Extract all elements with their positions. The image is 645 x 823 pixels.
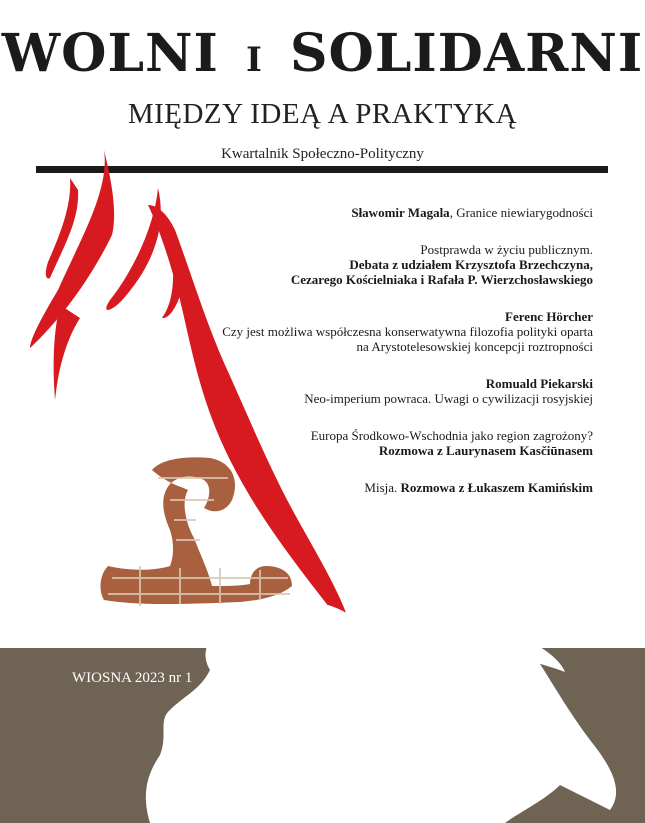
toc-title: Misja. xyxy=(364,480,401,495)
title-conjunction: I xyxy=(245,40,263,80)
toc-author: Sławomir Magala xyxy=(351,205,450,220)
toc-entry xyxy=(173,428,593,458)
toc-entry xyxy=(173,309,593,354)
toc-title: Czy jest możliwa współczesna konserwatywna filozofia polityki oparta xyxy=(222,324,593,339)
toc-title: , Granice niewiarygodności xyxy=(449,205,593,220)
white-eagle-silhouette-icon xyxy=(146,600,616,823)
toc-title: Postprawda w życiu publicznym. xyxy=(420,242,593,257)
table-of-contents xyxy=(173,205,593,517)
toc-author: Ferenc Hörcher xyxy=(505,309,593,324)
issue-label: WIOSNA 2023 nr 1 xyxy=(72,670,193,686)
toc-title: Europa Środkowo-Wschodnia jako region zagrożony? xyxy=(310,428,593,443)
toc-entry xyxy=(173,480,593,495)
toc-title: Neo-imperium powraca. Uwagi o cywilizacji rosyjskiej xyxy=(304,391,593,406)
toc-participants: Cezarego Kościelniaka i Rafała P. Wierzchosławskiego xyxy=(290,272,593,287)
toc-entry xyxy=(173,205,593,220)
magazine-subtitle: MIĘDZY IDEĄ A PRAKTYKĄ xyxy=(127,98,518,130)
toc-title: na Arystotelesowskiej koncepcji roztropności xyxy=(356,339,593,354)
toc-interview: Rozmowa z Łukaszem Kamińskim xyxy=(400,480,593,495)
toc-entry xyxy=(173,242,593,287)
title-word-wolni: WOLNI xyxy=(1,23,219,84)
toc-interview: Rozmowa z Laurynasem Kasčiūnasem xyxy=(378,443,593,458)
magazine-tagline: Kwartalnik Społeczno-Polityczny xyxy=(221,146,424,162)
toc-author: Romuald Piekarski xyxy=(485,376,593,391)
toc-entry xyxy=(173,376,593,406)
toc-participants: Debata z udziałem Krzysztofa Brzechczyna, xyxy=(349,257,593,272)
title-word-solidarni: SOLIDARNI xyxy=(290,23,644,84)
